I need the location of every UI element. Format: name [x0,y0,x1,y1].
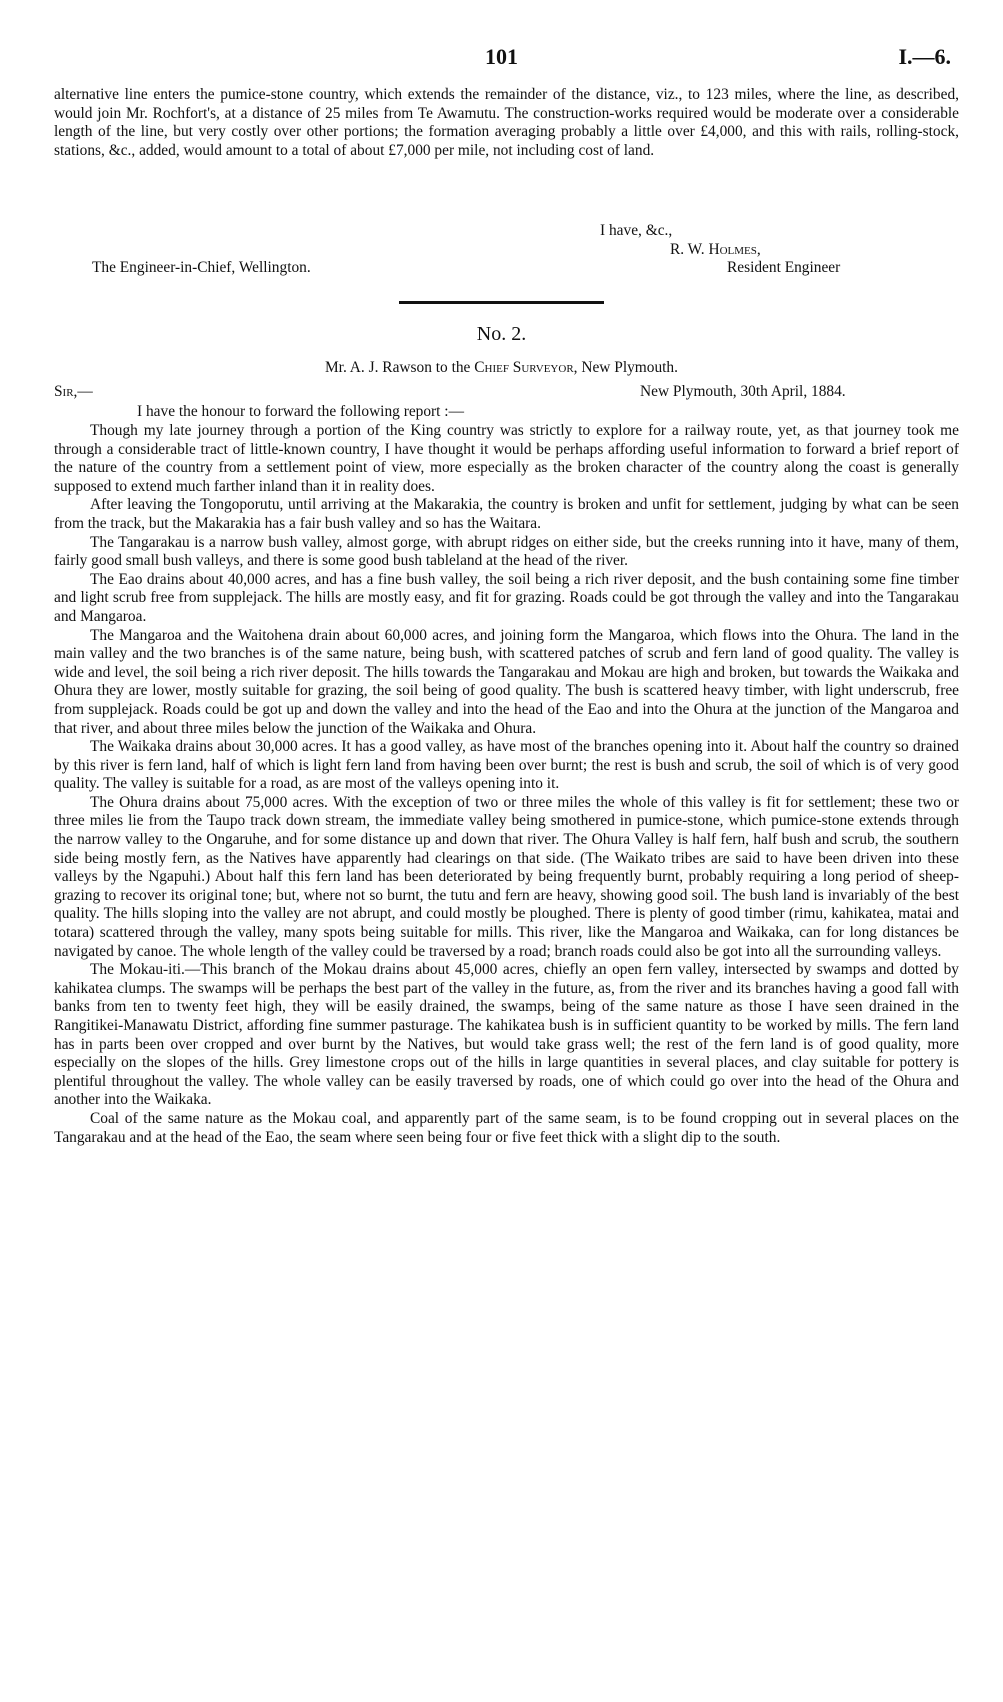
opening-paragraph: alternative line enters the pumice-stone country, which extends the remainder of the distance, viz., to 123 miles, where the line, as described, would join Mr. Rochfort's, at a distance of 25 miles from Te Awamutu. The construction-works required would be moderate over a considerable length of the line, but very costly over other portions; the formation averaging probably a little over £4,000, and this with rails, rolling-stock, stations, &c., added, would amount to a total of about £7,000 per mile, not including cost of land. [54,86,959,159]
section-divider [399,301,604,304]
document-code: I.—6. [898,44,951,69]
letter-number: No. 2. [476,323,527,345]
letter-salutation: Sir,— [54,383,93,400]
opening-paragraph-block [54,86,959,160]
paragraph-eao: The Eao drains about 40,000 acres, and has a fine bush valley, the soil being a rich river deposit, and the bush containing some fine timber and light scrub free from supplejack. The hills are mostly easy, and fit for grazing. Roads could be got through the valley and into the Tangarakau and Mangaroa. [54,570,959,625]
heading-recipient: Chief Surveyor [474,359,574,376]
addressee: The Engineer-in-Chief, Wellington. [92,259,311,276]
closing-salutation: I have, &c., [600,222,673,239]
paragraph-ohura: The Ohura drains about 75,000 acres. With the exception of two or three miles the whole of this valley is fit for settlement; these two or three miles lie from the Taupo track down stream, the immediate valley being smothered in pumice-stone, which pumice-stone extends through the narrow valley to the Ongaruhe, and for some distance up and down that river. The Ohura Valley is half fern, half bush and scrub, the southern side being mostly fern, as the Natives have apparently had clearings on that side. (The Waikato tribes are said to have been driven into these valleys by the Ngapuhi.) About half this fern land has been deteriorated by being frequently burnt, probably requiring a long period of sheep-grazing to recover its original tone; but, where not so burnt, the tutu and fern are heavy, showing good soil. The bush land is invariably of the best quality. The hills sloping into the valley are not abrupt, and could mostly be ploughed. There is plenty of good timber (rimu, kahikatea, matai and totara) scattered through the valley, many spots being suitable for mills. This river, like the Mangaroa and Waikaka, can for long distances be navigated by canoe. The whole length of the valley could be traversed by a road; branch roads could also be got into all the surrounding valleys. [54,793,959,960]
paragraph-journey: Though my late journey through a portion of the King country was strictly to explore for a railway route, yet, as that journey took me through a considerable tract of little-known country, I have thought it would be perhaps affording useful information to forward a brief report of the nature of the country from a settlement point of view, more especially as the broken character of the country along the coast is generally supposed to extend much farther inland than it in reality does. [54,422,959,495]
heading-place: , New Plymouth. [573,359,678,376]
letter-heading [0,359,1003,377]
paragraph-tangarakau: The Tangarakau is a narrow bush valley, almost gorge, with abrupt ridges on either side, but the creeks running into it have, many of them, fairly good small bush valleys, and there is some good bush tableland at the head of the river. [54,533,959,570]
paragraph-mangaroa: The Mangaroa and the Waitohena drain about 60,000 acres, and joining form the Mangaroa, which flows into the Ohura. The land in the main valley and the two branches is of the same nature, being bush, with scattered patches of scrub and fern land of good quality. The valley is wide and level, the soil being a rich river deposit. The hills towards the Tangarakau and Mokau are high and broken, but towards the Waikaka and Ohura they are lower, mostly suitable for grazing, the soil being of good quality. The bush is scattered heavy timber, with light underscrub, free from supplejack. Roads could be got up and down the valley and into the head of the Eao and into the Ohura at the junction of the Mangaroa and that river, and about three miles below the junction of the Waikaka and Ohura. [54,626,959,737]
page-number: 101 [485,44,518,69]
letter-date: New Plymouth, 30th April, 1884. [640,383,846,400]
heading-to: to the [435,359,471,376]
signatory-title: Resident Engineer [727,259,841,276]
paragraph-coal: Coal of the same nature as the Mokau coal, and apparently part of the same seam, is to be found cropping out in several places on the Tangarakau and at the head of the Eao, the seam where seen being four or five feet thick with a slight dip to the south. [54,1109,959,1146]
paragraph-waikaka: The Waikaka drains about 30,000 acres. It has a good valley, as have most of the branches opening into it. About half the country so drained by this river is fern land, half of which is light fern land from having been over burnt; the rest is bush and scrub, the soil of which is of very good quality. The valley is suitable for a road, as are most of the valleys opening into it. [54,738,959,793]
report-body [54,422,959,1147]
signatory-name: R. W. Holmes, [670,241,761,258]
paragraph-mokau-iti: The Mokau-iti.—This branch of the Mokau drains about 45,000 acres, chiefly an open fern valley, intersected by swamps and dotted by kahikatea clumps. The swamps will be perhaps the best part of the valley in the future, as, from the river and its branches having a good fall with banks from ten to twenty feet high, they will be easily drained, the swamps, being of the same nature as those I have seen drained in the Rangitikei-Manawatu District, affording fine summer pasturage. The kahikatea bush is in sufficient quantity to be worked by mills. The fern land has in parts been over cropped and over burnt by the Natives, but would take grass well; the rest of the fern land is of good quality, more especially on the slopes of the hills. Grey limestone crops out of the hills in large quantities in several places, and clay suitable for pottery is plentiful throughout the valley. The whole valley can be easily traversed by roads, one of which could go over into the head of the Ohura and another into the Waikaka. [54,961,959,1109]
letter-intro: I have the honour to forward the following report :— [137,403,464,420]
paragraph-tongoporutu: After leaving the Tongoporutu, until arriving at the Makarakia, the country is broken and unfit for settlement, judging by what can be seen from the track, but the Makarakia has a fair bush valley and so has the Waitara. [54,496,959,532]
heading-from: Mr. A. J. Rawson [325,359,432,376]
